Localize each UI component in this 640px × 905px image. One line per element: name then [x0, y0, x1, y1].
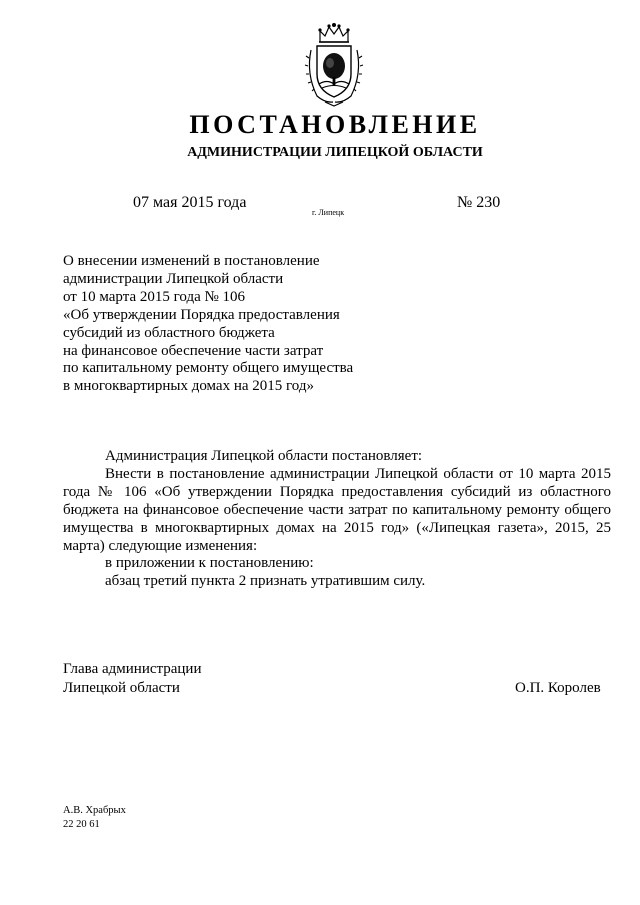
heading-line: по капитальному ремонту общего имущества [63, 360, 354, 377]
executor-info [63, 804, 126, 832]
document-subtitle: АДМИНИСТРАЦИИ ЛИПЕЦКОЙ ОБЛАСТИ [187, 145, 483, 160]
heading-line: «Об утверждении Порядка предоставления [63, 306, 340, 323]
document-place: г. Липецк [312, 208, 345, 217]
executor-name: А.В. Храбрых [63, 805, 126, 816]
document-title: ПОСТАНОВЛЕНИЕ [189, 110, 481, 139]
document-body [63, 448, 611, 591]
signature-position [63, 660, 201, 697]
heading-line: в многоквартирных домах на 2015 год» [63, 378, 315, 395]
document-date: 07 мая 2015 года [133, 194, 247, 211]
executor-phone: 22 20 61 [63, 819, 100, 830]
document-heading [63, 253, 393, 396]
body-item: в приложении к постановлению: [105, 555, 314, 572]
heading-line: субсидий из областного бюджета [63, 324, 275, 341]
signature-position-line: Глава администрации [63, 661, 202, 677]
body-paragraph: Внести в постановление администрации Липецкой области от 10 марта 2015 года № 106 «Об утверждении Порядка предоставления субсидий из областного бюджета на финансовое обеспечение части затрат по капитальному ремонту общего имущества в многоквартирных домах на 2015 год» («Липецкая газета», 2015, 25 марта) следующие изменения: [63, 465, 611, 554]
document-number: № 230 [457, 194, 501, 211]
heading-line: О внесении изменений в постановление [63, 253, 320, 269]
heading-line: от 10 марта 2015 года № 106 [63, 288, 246, 305]
signature-name: О.П. Королев [515, 680, 601, 696]
signature-position-line: Липецкой области [63, 679, 180, 696]
heading-line: администрации Липецкой области [63, 270, 284, 287]
body-intro: Администрация Липецкой области постановляет: [105, 448, 423, 464]
heading-line: на финансовое обеспечение части затрат [63, 342, 324, 359]
coat-of-arms-emblem [303, 22, 365, 108]
body-item: абзац третий пункта 2 признать утратившим силу. [105, 573, 426, 590]
